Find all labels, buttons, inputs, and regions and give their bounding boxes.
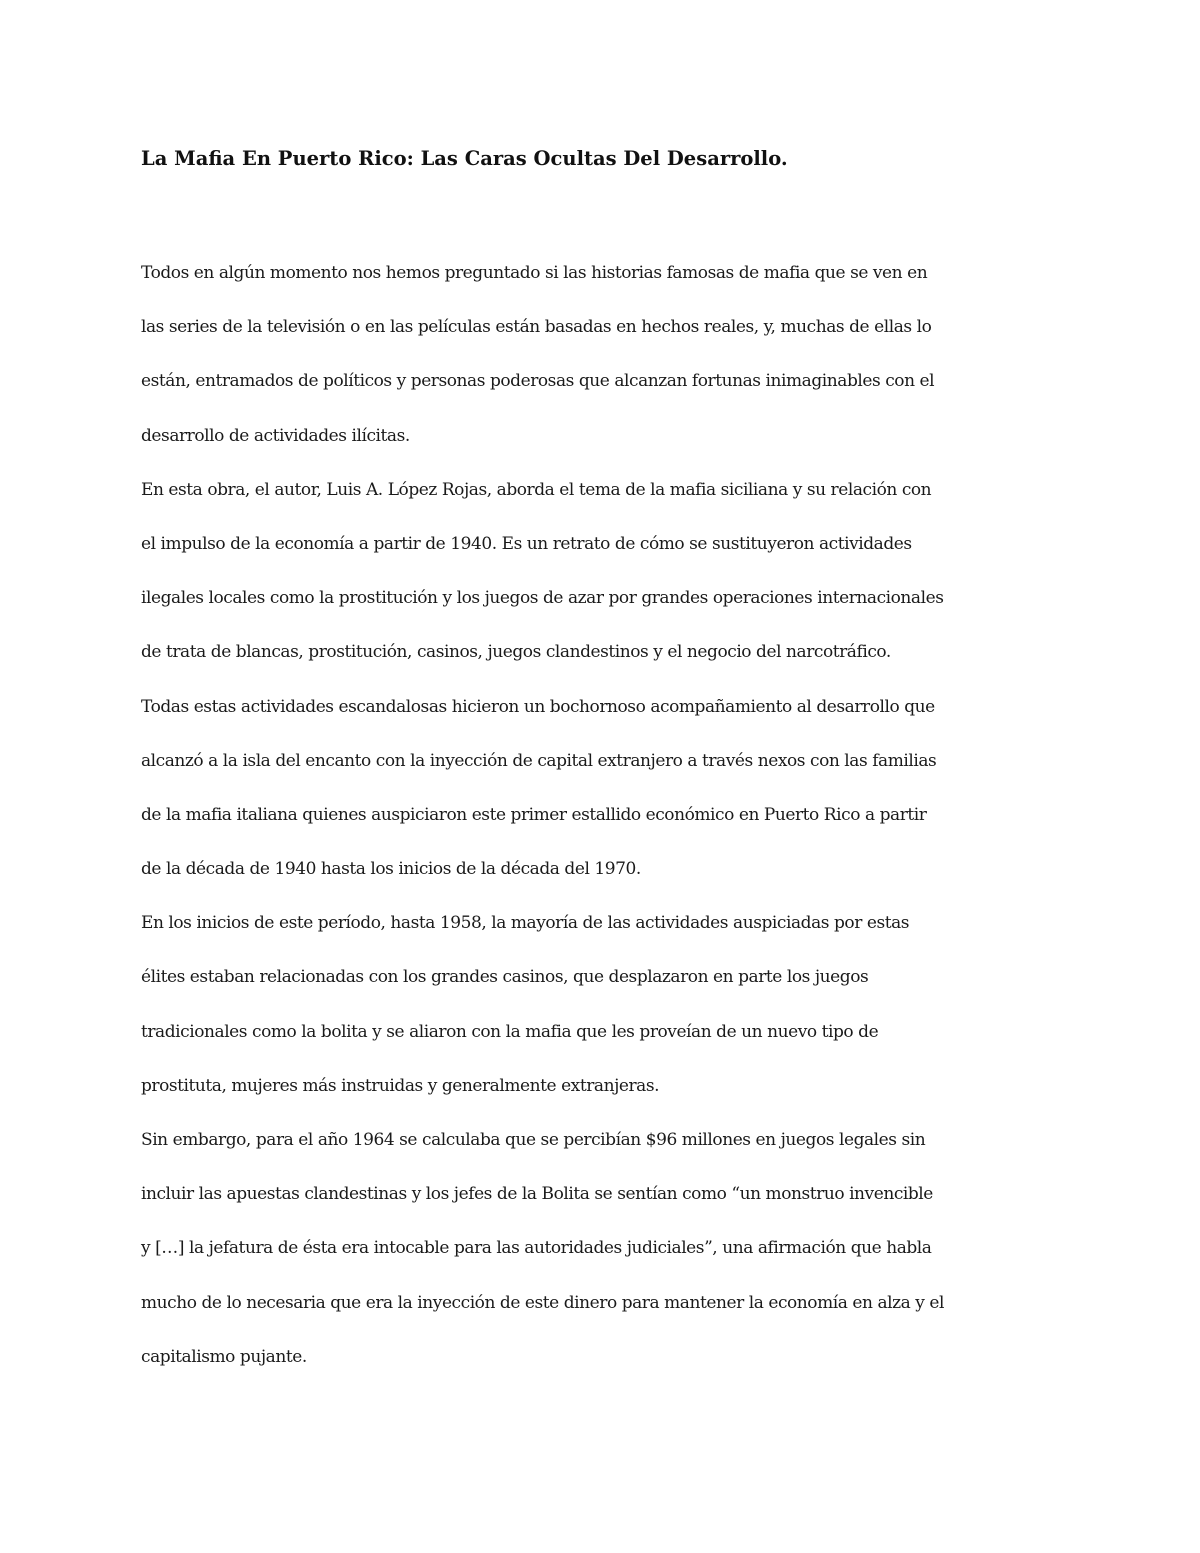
body-line: élites estaban relacionadas con los grandes casinos, que desplazaron en parte los juegos <box>141 967 869 988</box>
body-line: mucho de lo necesaria que era la inyección de este dinero para mantener la economía en alza y el <box>141 1292 944 1313</box>
body-line: Todos en algún momento nos hemos preguntado si las historias famosas de mafia que se ven en <box>141 263 928 283</box>
body-line: En los inicios de este período, hasta 1958, la mayoría de las actividades auspiciadas por estas <box>141 913 910 934</box>
body-line: incluir las apuestas clandestinas y los jefes de la Bolita se sentían como “un monstruo invencible <box>141 1184 933 1205</box>
body-line: las series de la televisión o en las películas están basadas en hechos reales, y, muchas de ellas lo <box>141 317 932 338</box>
body-line: ilegales locales como la prostitución y los juegos de azar por grandes operaciones internacionales <box>141 588 944 609</box>
document-body <box>141 246 1071 1384</box>
body-line: de trata de blancas, prostitución, casinos, juegos clandestinos y el negocio del narcotráfico. <box>141 642 891 663</box>
body-line: Todas estas actividades escandalosas hicieron un bochornoso acompañamiento al desarrollo que <box>141 696 935 717</box>
body-line: alcanzó a la isla del encanto con la inyección de capital extranjero a través nexos con las familias <box>141 750 937 771</box>
body-line: de la década de 1940 hasta los inicios de la década del 1970. <box>141 859 641 880</box>
body-line: y […] la jefatura de ésta era intocable para las autoridades judiciales”, una afirmación que habla <box>141 1238 932 1259</box>
body-line: En esta obra, el autor, Luis A. López Rojas, aborda el tema de la mafia siciliana y su relación con <box>141 479 932 500</box>
body-line: Sin embargo, para el año 1964 se calculaba que se percibían $96 millones en juegos legales sin <box>141 1130 926 1150</box>
body-line: capitalismo pujante. <box>141 1346 307 1367</box>
document-title: La Mafia En Puerto Rico: Las Caras Ocultas Del Desarrollo. <box>141 147 788 170</box>
body-line: tradicionales como la bolita y se aliaron con la mafia que les proveían de un nuevo tipo de <box>141 1021 879 1042</box>
body-line: desarrollo de actividades ilícitas. <box>141 425 410 446</box>
body-line: prostituta, mujeres más instruidas y generalmente extranjeras. <box>141 1075 660 1096</box>
body-line: de la mafia italiana quienes auspiciaron este primer estallido económico en Puerto Rico a partir <box>141 804 927 825</box>
body-line: están, entramados de políticos y personas poderosas que alcanzan fortunas inimaginables con el <box>141 371 935 392</box>
body-line: el impulso de la economía a partir de 1940. Es un retrato de cómo se sustituyeron actividades <box>141 533 912 554</box>
